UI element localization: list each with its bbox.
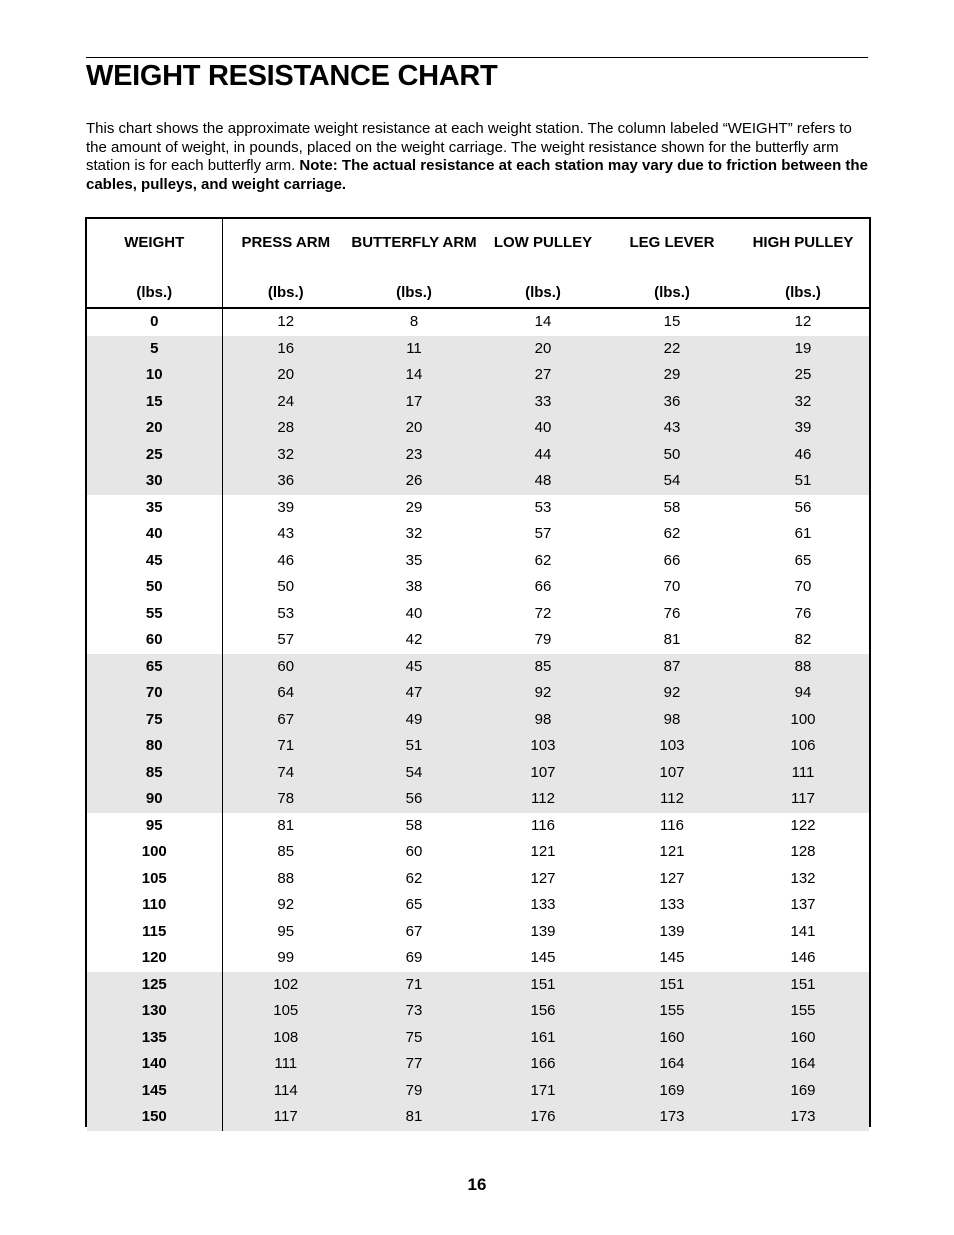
column-header bbox=[479, 219, 607, 308]
table-row bbox=[87, 786, 869, 813]
resistance-cell: 20 bbox=[479, 336, 607, 363]
resistance-cell: 111 bbox=[222, 1051, 349, 1078]
resistance-cell: 139 bbox=[659, 922, 685, 940]
resistance-cell: 54 bbox=[349, 760, 479, 787]
resistance-cell: 58 bbox=[405, 816, 423, 834]
resistance-cell: 164 bbox=[737, 1051, 869, 1078]
resistance-cell: 133 bbox=[659, 896, 685, 913]
resistance-cell: 40 bbox=[479, 415, 607, 442]
resistance-cell: 22 bbox=[607, 336, 737, 363]
resistance-cell: 61 bbox=[794, 525, 812, 542]
resistance-cell: 65 bbox=[405, 896, 423, 913]
resistance-cell: 50 bbox=[607, 442, 737, 469]
resistance-cell: 111 bbox=[737, 760, 869, 787]
table-row bbox=[87, 707, 869, 734]
resistance-cell: 132 bbox=[790, 869, 816, 887]
weight-cell: 55 bbox=[87, 601, 222, 628]
resistance-cell: 169 bbox=[737, 1078, 869, 1105]
resistance-cell: 112 bbox=[607, 786, 737, 813]
resistance-cell: 88 bbox=[277, 869, 295, 887]
resistance-cell: 107 bbox=[607, 760, 737, 787]
column-header-unit: (lbs.) bbox=[396, 284, 432, 301]
resistance-cell: 60 bbox=[222, 654, 349, 681]
resistance-cell: 36 bbox=[607, 389, 737, 416]
resistance-cell: 112 bbox=[479, 786, 607, 813]
resistance-cell: 102 bbox=[222, 972, 349, 999]
resistance-cell: 71 bbox=[222, 733, 349, 760]
resistance-table-frame bbox=[85, 217, 871, 1127]
table-row bbox=[87, 866, 869, 893]
resistance-cell: 64 bbox=[222, 680, 349, 707]
resistance-cell: 166 bbox=[479, 1051, 607, 1078]
resistance-cell: 60 bbox=[405, 843, 423, 860]
resistance-cell: 94 bbox=[737, 680, 869, 707]
weight-cell: 85 bbox=[87, 760, 222, 787]
table-row bbox=[87, 680, 869, 707]
table-row bbox=[87, 733, 869, 760]
resistance-cell: 103 bbox=[607, 733, 737, 760]
weight-cell: 80 bbox=[87, 733, 222, 760]
resistance-cell: 76 bbox=[794, 604, 812, 622]
resistance-cell: 161 bbox=[479, 1025, 607, 1052]
resistance-cell: 62 bbox=[534, 551, 552, 569]
table-row bbox=[87, 389, 869, 416]
resistance-cell: 127 bbox=[530, 869, 556, 887]
resistance-cell: 72 bbox=[534, 604, 552, 622]
resistance-cell: 88 bbox=[737, 654, 869, 681]
resistance-cell: 128 bbox=[790, 843, 816, 860]
column-header-unit: (lbs.) bbox=[136, 284, 173, 301]
table-row bbox=[87, 521, 869, 548]
weight-resistance-table bbox=[87, 219, 869, 1131]
resistance-cell: 20 bbox=[349, 415, 479, 442]
resistance-cell: 62 bbox=[405, 869, 423, 887]
weight-cell: 150 bbox=[87, 1104, 222, 1131]
resistance-cell: 176 bbox=[479, 1104, 607, 1131]
table-row bbox=[87, 760, 869, 787]
resistance-cell: 121 bbox=[530, 843, 556, 860]
resistance-cell: 51 bbox=[349, 733, 479, 760]
resistance-cell: 50 bbox=[277, 578, 295, 595]
resistance-cell: 14 bbox=[349, 362, 479, 389]
resistance-cell: 92 bbox=[479, 680, 607, 707]
column-header bbox=[222, 219, 349, 308]
resistance-cell: 19 bbox=[737, 336, 869, 363]
table-row bbox=[87, 574, 869, 601]
resistance-cell: 11 bbox=[349, 336, 479, 363]
resistance-cell: 43 bbox=[607, 415, 737, 442]
resistance-cell: 54 bbox=[607, 468, 737, 495]
resistance-cell: 70 bbox=[794, 578, 812, 595]
resistance-cell: 127 bbox=[659, 869, 685, 887]
weight-cell: 125 bbox=[87, 972, 222, 999]
weight-cell: 110 bbox=[87, 892, 222, 919]
resistance-cell: 81 bbox=[277, 816, 295, 834]
resistance-cell: 116 bbox=[531, 816, 555, 834]
table-row bbox=[87, 601, 869, 628]
column-header-name: LOW PULLEY bbox=[493, 234, 593, 251]
resistance-cell: 8 bbox=[409, 313, 419, 330]
table-row bbox=[87, 813, 869, 840]
resistance-cell: 82 bbox=[794, 631, 812, 648]
resistance-cell: 141 bbox=[790, 922, 816, 940]
weight-cell: 15 bbox=[87, 389, 222, 416]
column-header-unit: (lbs.) bbox=[785, 284, 821, 301]
resistance-cell: 57 bbox=[534, 525, 552, 542]
resistance-cell: 169 bbox=[607, 1078, 737, 1105]
resistance-cell: 49 bbox=[349, 707, 479, 734]
resistance-cell: 133 bbox=[530, 896, 556, 913]
resistance-cell: 29 bbox=[405, 498, 423, 516]
weight-cell: 70 bbox=[87, 680, 222, 707]
resistance-cell: 27 bbox=[479, 362, 607, 389]
resistance-cell: 57 bbox=[277, 631, 295, 648]
weight-cell: 50 bbox=[87, 574, 222, 601]
table-row bbox=[87, 1025, 869, 1052]
table-row bbox=[87, 1078, 869, 1105]
table-body bbox=[87, 308, 869, 1131]
table-row bbox=[87, 654, 869, 681]
resistance-cell: 44 bbox=[479, 442, 607, 469]
intro-paragraph bbox=[86, 120, 868, 194]
resistance-cell: 58 bbox=[663, 498, 681, 516]
weight-cell: 100 bbox=[87, 839, 222, 866]
column-header-unit: (lbs.) bbox=[654, 284, 690, 301]
weight-cell: 25 bbox=[87, 442, 222, 469]
table-row bbox=[87, 495, 869, 522]
resistance-cell: 79 bbox=[349, 1078, 479, 1105]
resistance-cell: 12 bbox=[277, 313, 295, 330]
resistance-cell: 67 bbox=[222, 707, 349, 734]
resistance-cell: 139 bbox=[530, 922, 556, 940]
resistance-cell: 46 bbox=[737, 442, 869, 469]
table-row bbox=[87, 442, 869, 469]
table-row bbox=[87, 919, 869, 946]
resistance-cell: 39 bbox=[737, 415, 869, 442]
resistance-cell: 155 bbox=[737, 998, 869, 1025]
resistance-cell: 106 bbox=[737, 733, 869, 760]
weight-cell: 95 bbox=[87, 813, 222, 840]
table-row bbox=[87, 308, 869, 336]
resistance-cell: 77 bbox=[349, 1051, 479, 1078]
column-header bbox=[349, 219, 479, 308]
resistance-cell: 16 bbox=[222, 336, 349, 363]
resistance-cell: 25 bbox=[737, 362, 869, 389]
resistance-cell: 173 bbox=[607, 1104, 737, 1131]
column-header-name: HIGH PULLEY bbox=[752, 234, 854, 251]
resistance-cell: 45 bbox=[349, 654, 479, 681]
column-header bbox=[87, 219, 222, 308]
resistance-cell: 32 bbox=[737, 389, 869, 416]
resistance-cell: 62 bbox=[663, 525, 681, 542]
resistance-cell: 40 bbox=[405, 604, 423, 622]
resistance-cell: 151 bbox=[479, 972, 607, 999]
weight-cell: 5 bbox=[87, 336, 222, 363]
resistance-cell: 85 bbox=[479, 654, 607, 681]
resistance-cell: 51 bbox=[737, 468, 869, 495]
resistance-cell: 98 bbox=[479, 707, 607, 734]
resistance-cell: 103 bbox=[479, 733, 607, 760]
resistance-cell: 23 bbox=[349, 442, 479, 469]
resistance-cell: 117 bbox=[737, 786, 869, 813]
resistance-cell: 76 bbox=[663, 604, 681, 622]
header-row bbox=[87, 219, 869, 308]
resistance-cell: 39 bbox=[277, 498, 295, 516]
resistance-cell: 98 bbox=[607, 707, 737, 734]
resistance-cell: 164 bbox=[607, 1051, 737, 1078]
table-row bbox=[87, 336, 869, 363]
column-header-name: WEIGHT bbox=[124, 234, 185, 251]
resistance-cell: 73 bbox=[349, 998, 479, 1025]
resistance-cell: 69 bbox=[405, 949, 423, 966]
resistance-cell: 79 bbox=[534, 631, 552, 648]
weight-cell: 60 bbox=[87, 627, 222, 654]
table-header bbox=[87, 219, 869, 308]
resistance-cell: 92 bbox=[607, 680, 737, 707]
weight-cell: 140 bbox=[87, 1051, 222, 1078]
resistance-cell: 81 bbox=[663, 631, 681, 648]
weight-cell: 90 bbox=[87, 786, 222, 813]
weight-cell: 40 bbox=[87, 521, 222, 548]
table-row bbox=[87, 415, 869, 442]
resistance-cell: 87 bbox=[607, 654, 737, 681]
resistance-cell: 107 bbox=[479, 760, 607, 787]
resistance-cell: 137 bbox=[790, 896, 816, 913]
weight-cell: 145 bbox=[87, 1078, 222, 1105]
resistance-cell: 108 bbox=[222, 1025, 349, 1052]
table-row bbox=[87, 1051, 869, 1078]
weight-cell: 130 bbox=[87, 998, 222, 1025]
resistance-cell: 53 bbox=[534, 498, 552, 516]
resistance-cell: 46 bbox=[277, 551, 295, 569]
resistance-cell: 155 bbox=[607, 998, 737, 1025]
column-header bbox=[607, 219, 737, 308]
weight-cell: 45 bbox=[87, 548, 222, 575]
resistance-cell: 114 bbox=[222, 1078, 349, 1105]
weight-cell: 135 bbox=[87, 1025, 222, 1052]
column-header-unit: (lbs.) bbox=[525, 284, 561, 301]
resistance-cell: 81 bbox=[349, 1104, 479, 1131]
resistance-cell: 28 bbox=[222, 415, 349, 442]
resistance-cell: 71 bbox=[349, 972, 479, 999]
resistance-cell: 48 bbox=[479, 468, 607, 495]
resistance-cell: 33 bbox=[479, 389, 607, 416]
resistance-cell: 116 bbox=[660, 816, 684, 834]
table-row bbox=[87, 548, 869, 575]
page-title: WEIGHT RESISTANCE CHART bbox=[86, 60, 498, 92]
resistance-cell: 85 bbox=[277, 843, 295, 860]
table-row bbox=[87, 839, 869, 866]
resistance-cell: 99 bbox=[277, 949, 295, 966]
resistance-cell: 14 bbox=[534, 313, 552, 330]
table-row bbox=[87, 468, 869, 495]
resistance-cell: 17 bbox=[349, 389, 479, 416]
column-header-name: PRESS ARM bbox=[241, 234, 331, 251]
intro-text: This chart shows the approximate weight resistance at each weight station. The column labeled “WEIGHT” refers to the amount of weight, in pounds, placed on the weight carriage. The weight resistance shown for the butterfly arm station is for each butterfly arm. bbox=[86, 120, 852, 174]
resistance-cell: 121 bbox=[659, 843, 685, 860]
resistance-cell: 145 bbox=[530, 949, 556, 966]
resistance-cell: 122 bbox=[790, 816, 816, 834]
resistance-cell: 70 bbox=[663, 578, 681, 595]
resistance-cell: 38 bbox=[405, 578, 423, 595]
weight-cell: 105 bbox=[87, 866, 222, 893]
resistance-cell: 47 bbox=[349, 680, 479, 707]
resistance-cell: 26 bbox=[349, 468, 479, 495]
resistance-cell: 92 bbox=[277, 896, 295, 913]
resistance-cell: 146 bbox=[790, 949, 816, 966]
resistance-cell: 43 bbox=[277, 525, 295, 542]
resistance-cell: 32 bbox=[405, 525, 423, 542]
resistance-cell: 20 bbox=[222, 362, 349, 389]
column-header-name: LEG LEVER bbox=[629, 234, 715, 251]
weight-cell: 65 bbox=[87, 654, 222, 681]
weight-cell: 10 bbox=[87, 362, 222, 389]
resistance-cell: 24 bbox=[222, 389, 349, 416]
resistance-cell: 160 bbox=[737, 1025, 869, 1052]
weight-cell: 0 bbox=[87, 308, 222, 336]
resistance-cell: 65 bbox=[794, 551, 812, 569]
weight-cell: 20 bbox=[87, 415, 222, 442]
resistance-cell: 74 bbox=[222, 760, 349, 787]
resistance-cell: 56 bbox=[349, 786, 479, 813]
resistance-cell: 66 bbox=[663, 551, 681, 569]
resistance-cell: 156 bbox=[479, 998, 607, 1025]
table-row bbox=[87, 998, 869, 1025]
resistance-cell: 173 bbox=[737, 1104, 869, 1131]
resistance-cell: 36 bbox=[222, 468, 349, 495]
resistance-cell: 78 bbox=[222, 786, 349, 813]
resistance-cell: 117 bbox=[222, 1104, 349, 1131]
resistance-cell: 53 bbox=[277, 604, 295, 622]
table-row bbox=[87, 972, 869, 999]
resistance-cell: 145 bbox=[659, 949, 685, 966]
resistance-cell: 67 bbox=[405, 922, 423, 940]
weight-cell: 30 bbox=[87, 468, 222, 495]
weight-cell: 120 bbox=[87, 945, 222, 972]
resistance-cell: 15 bbox=[663, 313, 681, 330]
weight-cell: 115 bbox=[87, 919, 222, 946]
resistance-cell: 42 bbox=[405, 631, 423, 648]
resistance-cell: 12 bbox=[794, 313, 812, 330]
resistance-cell: 151 bbox=[737, 972, 869, 999]
resistance-cell: 32 bbox=[222, 442, 349, 469]
weight-cell: 75 bbox=[87, 707, 222, 734]
table-row bbox=[87, 892, 869, 919]
resistance-cell: 160 bbox=[607, 1025, 737, 1052]
table-row bbox=[87, 362, 869, 389]
resistance-cell: 66 bbox=[534, 578, 552, 595]
table-row bbox=[87, 945, 869, 972]
resistance-cell: 151 bbox=[607, 972, 737, 999]
weight-cell: 35 bbox=[87, 495, 222, 522]
resistance-cell: 100 bbox=[737, 707, 869, 734]
resistance-cell: 29 bbox=[607, 362, 737, 389]
resistance-cell: 35 bbox=[405, 551, 423, 569]
intro-note: Note: The actual resistance at each station may vary due to friction between the cables, pulleys, and weight carriage. bbox=[86, 157, 868, 193]
column-header bbox=[737, 219, 869, 308]
resistance-cell: 75 bbox=[349, 1025, 479, 1052]
resistance-cell: 56 bbox=[794, 498, 812, 516]
column-header-name: BUTTERFLY ARM bbox=[351, 234, 477, 251]
table-row bbox=[87, 627, 869, 654]
resistance-cell: 95 bbox=[277, 922, 295, 940]
page-number: 16 bbox=[467, 1175, 487, 1194]
column-header-unit: (lbs.) bbox=[267, 284, 304, 301]
resistance-cell: 171 bbox=[479, 1078, 607, 1105]
table-row bbox=[87, 1104, 869, 1131]
resistance-cell: 105 bbox=[222, 998, 349, 1025]
